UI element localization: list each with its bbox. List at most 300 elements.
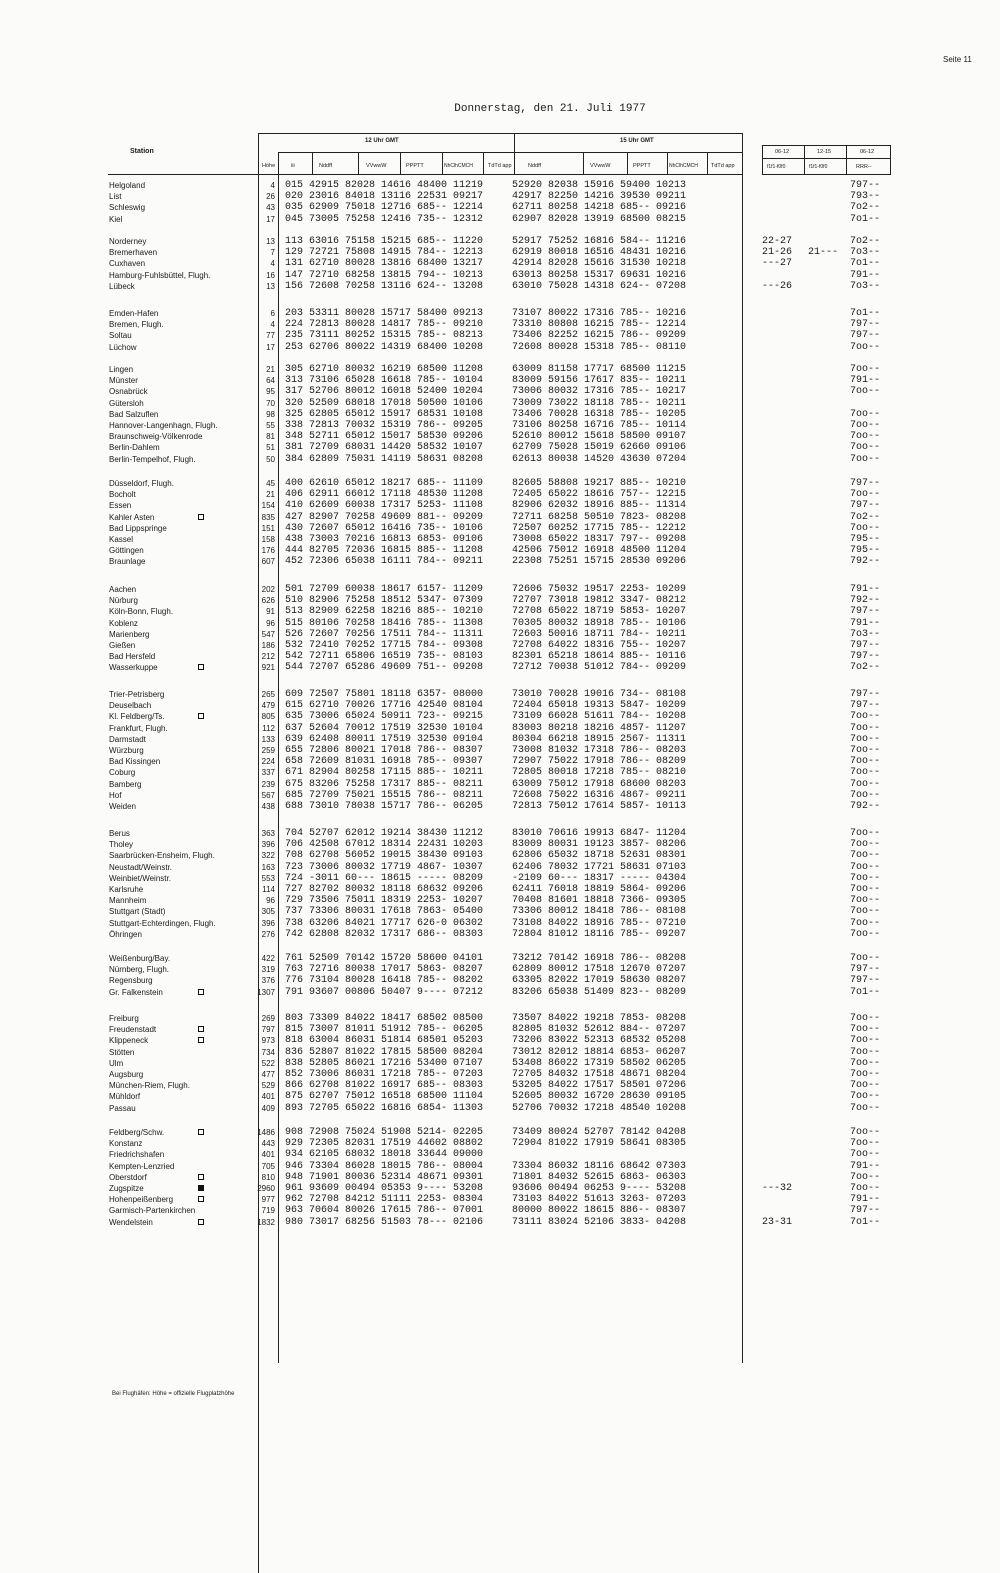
station-hoehe: 17: [266, 214, 275, 224]
extra-rrr: 797--: [850, 1205, 881, 1217]
extra-rrr: 7oo--: [850, 408, 881, 420]
table-row: [0, 500, 1000, 511]
hoehe-header: Höhe: [262, 163, 276, 169]
obs-12utc: 724 -3011 60--- 18615 ----- 08209: [285, 872, 484, 884]
station-name: Hamburg-Fuhlsbüttel, Flugh.: [109, 270, 211, 280]
table-row: [0, 828, 1000, 839]
station-hoehe: 202: [261, 585, 275, 594]
station-name: Weiden: [109, 801, 136, 811]
table-row: [0, 270, 1000, 281]
station-name: Braunschweig-Völkenrode: [109, 432, 203, 442]
obs-12utc: 438 73003 70216 16813 6853- 09106: [285, 533, 484, 545]
extra-rrr: 7o1--: [850, 258, 881, 270]
filled-square-icon: [198, 1185, 204, 1191]
obs-15utc: 83003 80218 18216 4857- 11207: [512, 722, 687, 734]
obs-12utc: 803 73309 84022 18417 68502 08500: [285, 1013, 484, 1024]
table-row: [0, 850, 1000, 861]
square-icon: [198, 713, 204, 719]
obs-15utc: 72805 80018 17218 785-- 08210: [512, 767, 687, 779]
station-hoehe: 396: [261, 840, 275, 850]
station-name: Kl. Feldberg/Ts.: [109, 712, 165, 722]
station-hoehe: 186: [261, 640, 275, 650]
table-row: [0, 745, 1000, 756]
station-name: Köln-Bonn, Flugh.: [109, 607, 174, 617]
square-icon: [198, 1129, 204, 1135]
station-name: Marienberg: [109, 629, 150, 639]
extra-rrr: 797--: [850, 651, 881, 663]
extra-rrr: 7oo--: [850, 1024, 881, 1036]
obs-12utc: 729 73506 75011 18319 2253- 10207: [285, 895, 484, 907]
extra-rrr: 7oo--: [850, 744, 881, 756]
obs-15utc: 73306 80012 18418 786-- 08108: [512, 906, 687, 918]
extra-rrr: 7o3--: [850, 247, 881, 259]
col15-tdtd: TdTd app: [711, 163, 735, 169]
station-hoehe: 396: [261, 918, 275, 928]
station-name: Hof: [109, 790, 122, 800]
extra-rrr: 791--: [850, 1160, 881, 1172]
station-name: Weißenburg/Bay.: [109, 954, 171, 963]
obs-12utc: 544 72707 65286 49609 751-- 09208: [285, 662, 484, 674]
station-hoehe: 705: [261, 1161, 275, 1171]
obs-12utc: 838 52805 86021 17216 53400 07107: [285, 1057, 484, 1069]
station-hoehe: 91: [266, 607, 275, 617]
obs-12utc: 430 72607 65012 16416 735-- 10106: [285, 522, 484, 534]
station-hoehe: 305: [261, 907, 275, 917]
obs-12utc: 015 42915 82028 14616 48400 11219: [285, 180, 484, 191]
station-group: [0, 308, 1000, 353]
station-name: Mannheim: [109, 896, 147, 906]
table-row: [0, 1183, 1000, 1194]
col12-ppptt: PPPTT: [406, 163, 424, 169]
station-name: Bremerhaven: [109, 248, 158, 258]
square-icon: [198, 514, 204, 520]
station-hoehe: 151: [261, 523, 275, 533]
obs-12utc: 727 82702 80032 18118 68632 09206: [285, 883, 484, 895]
station-name: Weinbiet/Weinstr.: [109, 873, 171, 883]
obs-12utc: 147 72710 68258 13815 794-- 10213: [285, 269, 484, 281]
station-hoehe: 1486: [257, 1128, 275, 1137]
station-name: Gütersloh: [109, 398, 144, 408]
extra-rrr: 7oo--: [850, 489, 881, 501]
station-hoehe: 477: [261, 1069, 275, 1079]
obs-12utc: 305 62710 80032 16219 68500 11208: [285, 364, 484, 375]
table-row: [0, 191, 1000, 202]
station-name: Kiel: [109, 214, 123, 224]
obs-15utc: 62806 65032 18718 52631 08301: [512, 850, 687, 862]
table-row: [0, 651, 1000, 662]
obs-15utc: 73108 84022 18916 785-- 07210: [512, 917, 687, 929]
obs-12utc: 637 52604 70012 17519 32530 10104: [285, 722, 484, 734]
obs-15utc: 52605 80032 16720 28630 09105: [512, 1091, 687, 1103]
extra-rrr: 797--: [850, 700, 881, 712]
station-name: Garmisch-Partenkirchen: [109, 1206, 196, 1216]
obs-15utc: 22308 75251 15715 28530 09206: [512, 556, 687, 568]
station-hoehe: 409: [261, 1103, 275, 1113]
obs-12utc: 381 72709 68031 14420 58532 10107: [285, 442, 484, 454]
table-row: [0, 214, 1000, 225]
station-hoehe: 322: [261, 851, 275, 861]
extra-rrr: 7o2--: [850, 236, 881, 247]
obs-15utc: 73008 81032 17318 786-- 08203: [512, 744, 687, 756]
station-name: Regensburg: [109, 976, 153, 986]
station-hoehe: 1307: [257, 987, 275, 997]
table-row: [0, 929, 1000, 940]
col15-nddff: Nddff: [528, 163, 542, 169]
obs-15utc: 80000 80022 18615 886-- 08307: [512, 1205, 687, 1217]
station-name: Düsseldorf, Flugh.: [109, 479, 174, 488]
obs-15utc: 73406 70028 16318 785-- 10205: [512, 408, 687, 420]
extra-06-12: 22-27: [762, 236, 793, 247]
obs-15utc: 72707 73018 19812 3347- 08212: [512, 595, 687, 607]
obs-12utc: 320 52509 68018 17018 50500 10106: [285, 397, 484, 409]
station-hoehe: 443: [261, 1139, 275, 1149]
extra-rrr: 797--: [850, 975, 881, 987]
extra-rrr: 7o2--: [850, 202, 881, 214]
extra-rrr: 795--: [850, 545, 881, 557]
obs-15utc: 73009 73022 18118 785-- 10211: [512, 397, 687, 409]
station-name: Tholey: [109, 840, 134, 850]
station-hoehe: 6: [270, 309, 275, 318]
table-row: [0, 689, 1000, 700]
obs-15utc: 63013 80258 15317 69631 10216: [512, 269, 687, 281]
obs-12utc: 776 73104 80028 16418 785-- 08202: [285, 975, 484, 987]
obs-15utc: 72708 65022 18719 5853- 10207: [512, 606, 687, 618]
extra-rrr: 797--: [850, 639, 881, 651]
table-row: [0, 431, 1000, 442]
col12-tdtd: TdTd app: [488, 163, 512, 169]
obs-12utc: 510 82906 75258 18512 5347- 07309: [285, 595, 484, 607]
extra-rrr: 7oo--: [850, 906, 881, 918]
station-name: Wasserkuppe: [109, 663, 158, 673]
obs-12utc: 866 62708 81022 16917 685-- 08303: [285, 1080, 484, 1092]
obs-12utc: 348 52711 65012 15017 58530 09206: [285, 431, 484, 443]
obs-15utc: 62411 76018 18819 5864- 09206: [512, 883, 687, 895]
station-name: Augsburg: [109, 1069, 144, 1079]
footnote: Bei Flughäfen: Höhe = offizielle Flugplatzhöhe: [112, 1391, 235, 1397]
obs-12utc: 452 72306 65038 16111 784-- 09211: [285, 556, 484, 568]
table-row: [0, 918, 1000, 929]
station-name: Nürburg: [109, 596, 138, 606]
extra-rrr: 797--: [850, 319, 881, 331]
obs-15utc: 73206 83022 52313 68532 05208: [512, 1035, 687, 1047]
table-row: [0, 512, 1000, 523]
table-row: [0, 862, 1000, 873]
obs-12utc: 635 73006 65024 50911 723-- 09215: [285, 711, 484, 723]
table-row: [0, 1127, 1000, 1138]
extra-rrr: 7oo--: [850, 364, 881, 375]
station-hoehe: 269: [261, 1014, 275, 1023]
station-name: Frankfurt, Flugh.: [109, 723, 168, 733]
station-hoehe: 21: [266, 490, 275, 500]
extra-rrr: 7o1--: [850, 308, 881, 319]
table-row: [0, 723, 1000, 734]
station-hoehe: 133: [261, 734, 275, 744]
station-header: Station: [130, 148, 154, 155]
obs-15utc: 82805 81032 52612 884-- 07207: [512, 1024, 687, 1036]
table-row: [0, 1103, 1000, 1114]
extra-rrr: 7oo--: [850, 1138, 881, 1150]
obs-15utc: 93606 00494 06253 9---- 53208: [512, 1182, 687, 1194]
obs-15utc: 71801 84032 52615 6863- 06303: [512, 1171, 687, 1183]
table-row: [0, 375, 1000, 386]
table-row: [0, 839, 1000, 850]
table-row: [0, 258, 1000, 269]
extra-rrr: 7oo--: [850, 767, 881, 779]
station-name: Friedrichshafen: [109, 1150, 165, 1160]
station-hoehe: 805: [261, 712, 275, 722]
table-row: [0, 420, 1000, 431]
obs-12utc: 708 62708 56052 19015 38430 09103: [285, 850, 484, 862]
extra-rrr: 7oo--: [850, 1013, 881, 1024]
extra-rrr: 7oo--: [850, 917, 881, 929]
square-icon: [198, 1174, 204, 1180]
station-hoehe: 529: [261, 1081, 275, 1091]
table-row: [0, 1035, 1000, 1046]
extra-12-15: 21---: [808, 247, 839, 259]
extra-rrr: 7oo--: [850, 850, 881, 862]
station-hoehe: 376: [261, 976, 275, 986]
sub3-header: RRR--: [856, 164, 872, 170]
table-row: [0, 906, 1000, 917]
station-hoehe: 43: [266, 203, 275, 213]
station-group: [0, 1127, 1000, 1228]
table-row: [0, 386, 1000, 397]
station-name: Nürnberg, Flugh.: [109, 965, 170, 975]
station-hoehe: 319: [261, 965, 275, 975]
square-icon: [198, 1196, 204, 1202]
obs-15utc: 70408 81601 18818 7366- 09305: [512, 895, 687, 907]
obs-12utc: 203 53311 80028 15717 58400 09213: [285, 308, 484, 319]
station-hoehe: 607: [261, 557, 275, 567]
station-hoehe: 977: [261, 1195, 275, 1205]
station-hoehe: 973: [261, 1036, 275, 1046]
station-hoehe: 96: [266, 896, 275, 906]
station-name: Berus: [109, 829, 130, 838]
obs-15utc: 72608 80028 15318 785-- 08110: [512, 341, 687, 353]
extra-rrr: 791--: [850, 375, 881, 387]
extra-rrr: 7oo--: [850, 711, 881, 723]
station-name: Stötten: [109, 1047, 135, 1057]
extra-06-12: 21-26: [762, 247, 793, 259]
extra-rrr: 7oo--: [850, 733, 881, 745]
station-name: Würzburg: [109, 745, 144, 755]
extra-rrr: 7oo--: [850, 722, 881, 734]
extra-rrr: 7oo--: [850, 953, 881, 964]
table-row: [0, 584, 1000, 595]
station-name: Mühldorf: [109, 1092, 141, 1102]
obs-12utc: 532 72410 70252 17715 784-- 09308: [285, 639, 484, 651]
obs-15utc: 72603 50016 18711 784-- 10211: [512, 628, 687, 640]
obs-15utc: 63009 81158 17717 68500 11215: [512, 364, 687, 375]
table-row: [0, 454, 1000, 465]
obs-15utc: 52706 70032 17218 48540 10208: [512, 1102, 687, 1114]
station-hoehe: 13: [266, 281, 275, 291]
station-name: Lingen: [109, 365, 134, 374]
table-row: [0, 953, 1000, 964]
obs-15utc: 53408 86022 17319 58502 06205: [512, 1057, 687, 1069]
obs-15utc: 52917 75252 16816 584-- 11216: [512, 236, 687, 247]
obs-12utc: 035 62909 75018 12716 685-- 12214: [285, 202, 484, 214]
table-row: [0, 523, 1000, 534]
table-row: [0, 1080, 1000, 1091]
station-hoehe: 2960: [257, 1183, 275, 1193]
obs-12utc: 962 72708 84212 51111 2253- 08304: [285, 1194, 484, 1206]
obs-12utc: 317 52706 80012 16018 52400 10204: [285, 386, 484, 398]
station-hoehe: 51: [266, 443, 275, 453]
col15-vvwww: VVwwW: [590, 163, 611, 169]
station-name: Oberstdorf: [109, 1172, 147, 1182]
obs-15utc: 42506 75012 16918 48500 11204: [512, 545, 687, 557]
table-row: [0, 319, 1000, 330]
obs-12utc: 815 73007 81011 51912 785-- 06205: [285, 1024, 484, 1036]
obs-12utc: 224 72813 80028 14817 785-- 09210: [285, 319, 484, 331]
obs-12utc: 706 42508 67012 18314 22431 10203: [285, 839, 484, 851]
table-row: [0, 1047, 1000, 1058]
obs-15utc: 73304 86032 18116 68642 07303: [512, 1160, 687, 1172]
page-title: Donnerstag, den 21. Juli 1977: [454, 103, 646, 115]
obs-15utc: 72507 60252 17715 785-- 12212: [512, 522, 687, 534]
station-hoehe: 26: [266, 192, 275, 202]
station-name: Göttingen: [109, 546, 144, 556]
obs-15utc: 73212 70142 16918 786-- 08208: [512, 953, 687, 964]
extra-rrr: 7oo--: [850, 386, 881, 398]
station-name: München-Riem, Flugh.: [109, 1081, 190, 1091]
range3-header: 06-12: [860, 149, 875, 155]
obs-12utc: 742 62808 82032 17317 686-- 08303: [285, 928, 484, 940]
station-name: Essen: [109, 501, 132, 511]
station-hoehe: 626: [261, 596, 275, 606]
table-row: [0, 1069, 1000, 1080]
station-hoehe: 224: [261, 757, 275, 767]
extra-rrr: 7oo--: [850, 872, 881, 884]
table-row: [0, 1161, 1000, 1172]
extra-rrr: 7oo--: [850, 828, 881, 839]
extra-rrr: 7oo--: [850, 1035, 881, 1047]
obs-15utc: 62919 80018 16516 48431 10216: [512, 247, 687, 259]
table-row: [0, 595, 1000, 606]
obs-12utc: 704 52707 62012 19214 38430 11212: [285, 828, 484, 839]
obs-12utc: 980 73017 68256 51503 78--- 02106: [285, 1216, 484, 1228]
obs-12utc: 406 62911 66012 17118 48530 11208: [285, 489, 484, 501]
obs-15utc: 52920 82038 15916 59400 10213: [512, 180, 687, 191]
table-row: [0, 895, 1000, 906]
station-name: Bad Hersfeld: [109, 652, 156, 662]
station-name: Lübeck: [109, 281, 135, 291]
extra-rrr: 7o1--: [850, 986, 881, 998]
table-row: [0, 629, 1000, 640]
obs-12utc: 609 72507 75801 18118 6357- 08000: [285, 689, 484, 700]
extra-rrr: 7o3--: [850, 280, 881, 292]
table-row: [0, 202, 1000, 213]
obs-12utc: 934 62105 68032 18018 33644 09000: [285, 1149, 484, 1161]
table-row: [0, 618, 1000, 629]
table-row: [0, 1217, 1000, 1228]
obs-12utc: 410 62609 60038 17317 5253- 11108: [285, 500, 484, 512]
extra-rrr: 7oo--: [850, 1091, 881, 1103]
obs-15utc: 72705 84032 17518 48671 08204: [512, 1068, 687, 1080]
obs-15utc: 82906 62032 18916 885-- 11314: [512, 500, 687, 512]
obs-15utc: 83009 80031 19123 3857- 08206: [512, 839, 687, 851]
station-hoehe: 158: [261, 534, 275, 544]
table-row: [0, 281, 1000, 292]
station-name: Hohenpeißenberg: [109, 1195, 174, 1205]
station-name: Kahler Asten: [109, 512, 155, 522]
extra-rrr: 797--: [850, 689, 881, 700]
obs-15utc: 53205 84022 17517 58501 07206: [512, 1080, 687, 1092]
extra-rrr: 7oo--: [850, 1127, 881, 1138]
obs-15utc: 73507 84022 19218 7853- 08208: [512, 1013, 687, 1024]
obs-12utc: 688 73010 78038 15717 786-- 06205: [285, 800, 484, 812]
obs-12utc: 961 93609 00494 05353 9---- 53208: [285, 1182, 484, 1194]
station-name: Stuttgart (Stadt): [109, 907, 166, 917]
station-name: Saarbrücken-Ensheim, Flugh.: [109, 851, 215, 861]
station-hoehe: 401: [261, 1150, 275, 1160]
station-name: Hannover-Langenhagn, Flugh.: [109, 420, 218, 430]
extra-rrr: 795--: [850, 533, 881, 545]
extra-rrr: 7oo--: [850, 883, 881, 895]
obs-15utc: 73008 65022 18317 797-- 09208: [512, 533, 687, 545]
obs-12utc: 384 62809 75031 14119 58631 08208: [285, 453, 484, 465]
station-name: Karlsruhe: [109, 884, 144, 894]
station-name: Kempten-Lenzried: [109, 1161, 175, 1171]
station-name: Cuxhaven: [109, 259, 146, 269]
station-name: Freudenstadt: [109, 1025, 157, 1035]
obs-15utc: 73107 80022 17316 785-- 10216: [512, 308, 687, 319]
station-name: Bremen, Flugh.: [109, 320, 164, 330]
obs-15utc: -2109 60--- 18317 ----- 04304: [512, 872, 687, 884]
station-name: Bad Kissingen: [109, 757, 161, 767]
obs-12utc: 948 71901 80036 52314 48671 09301: [285, 1171, 484, 1183]
obs-15utc: 63010 75028 14318 624-- 07208: [512, 280, 687, 292]
extra-06-12: ---27: [762, 258, 793, 270]
obs-12utc: 338 72813 70032 15319 786-- 09205: [285, 419, 484, 431]
station-hoehe: 176: [261, 546, 275, 556]
obs-15utc: 63009 75012 17918 68600 08203: [512, 778, 687, 790]
table-row: [0, 779, 1000, 790]
extra-rrr: 7oo--: [850, 928, 881, 940]
station-hoehe: 553: [261, 873, 275, 883]
station-name: Schleswig: [109, 203, 146, 213]
obs-15utc: 72712 70038 51012 784-- 09209: [512, 662, 687, 674]
station-name: Koblenz: [109, 618, 138, 628]
obs-15utc: 83206 65038 51409 823-- 08209: [512, 986, 687, 998]
station-hoehe: 734: [261, 1047, 275, 1057]
obs-12utc: 893 72705 65022 16816 6854- 11303: [285, 1102, 484, 1114]
station-name: Emden-Hafen: [109, 309, 159, 318]
range2-header: 12-15: [817, 149, 832, 155]
station-group: [0, 953, 1000, 998]
table-row: [0, 342, 1000, 353]
obs-12utc: 763 72716 80038 17017 5863- 08207: [285, 964, 484, 976]
extra-rrr: 7o1--: [850, 1216, 881, 1228]
extra-rrr: 7oo--: [850, 1080, 881, 1092]
table-row: [0, 790, 1000, 801]
obs-12utc: 253 62706 80022 14319 68400 10208: [285, 341, 484, 353]
table-row: [0, 478, 1000, 489]
station-name: Lüchow: [109, 342, 137, 352]
sub2-header: f1f1-f0f0: [809, 164, 828, 170]
table-row: [0, 711, 1000, 722]
table-row: [0, 873, 1000, 884]
station-hoehe: 921: [261, 663, 275, 673]
extra-rrr: 7o2--: [850, 662, 881, 674]
table-row: [0, 767, 1000, 778]
page-number: Seite 11: [943, 55, 972, 64]
extra-rrr: 791--: [850, 584, 881, 595]
obs-15utc: 72904 81022 17919 58641 08305: [512, 1138, 687, 1150]
obs-15utc: 70305 80032 18918 785-- 10106: [512, 617, 687, 629]
obs-12utc: 513 82909 62258 18216 885-- 10210: [285, 606, 484, 618]
